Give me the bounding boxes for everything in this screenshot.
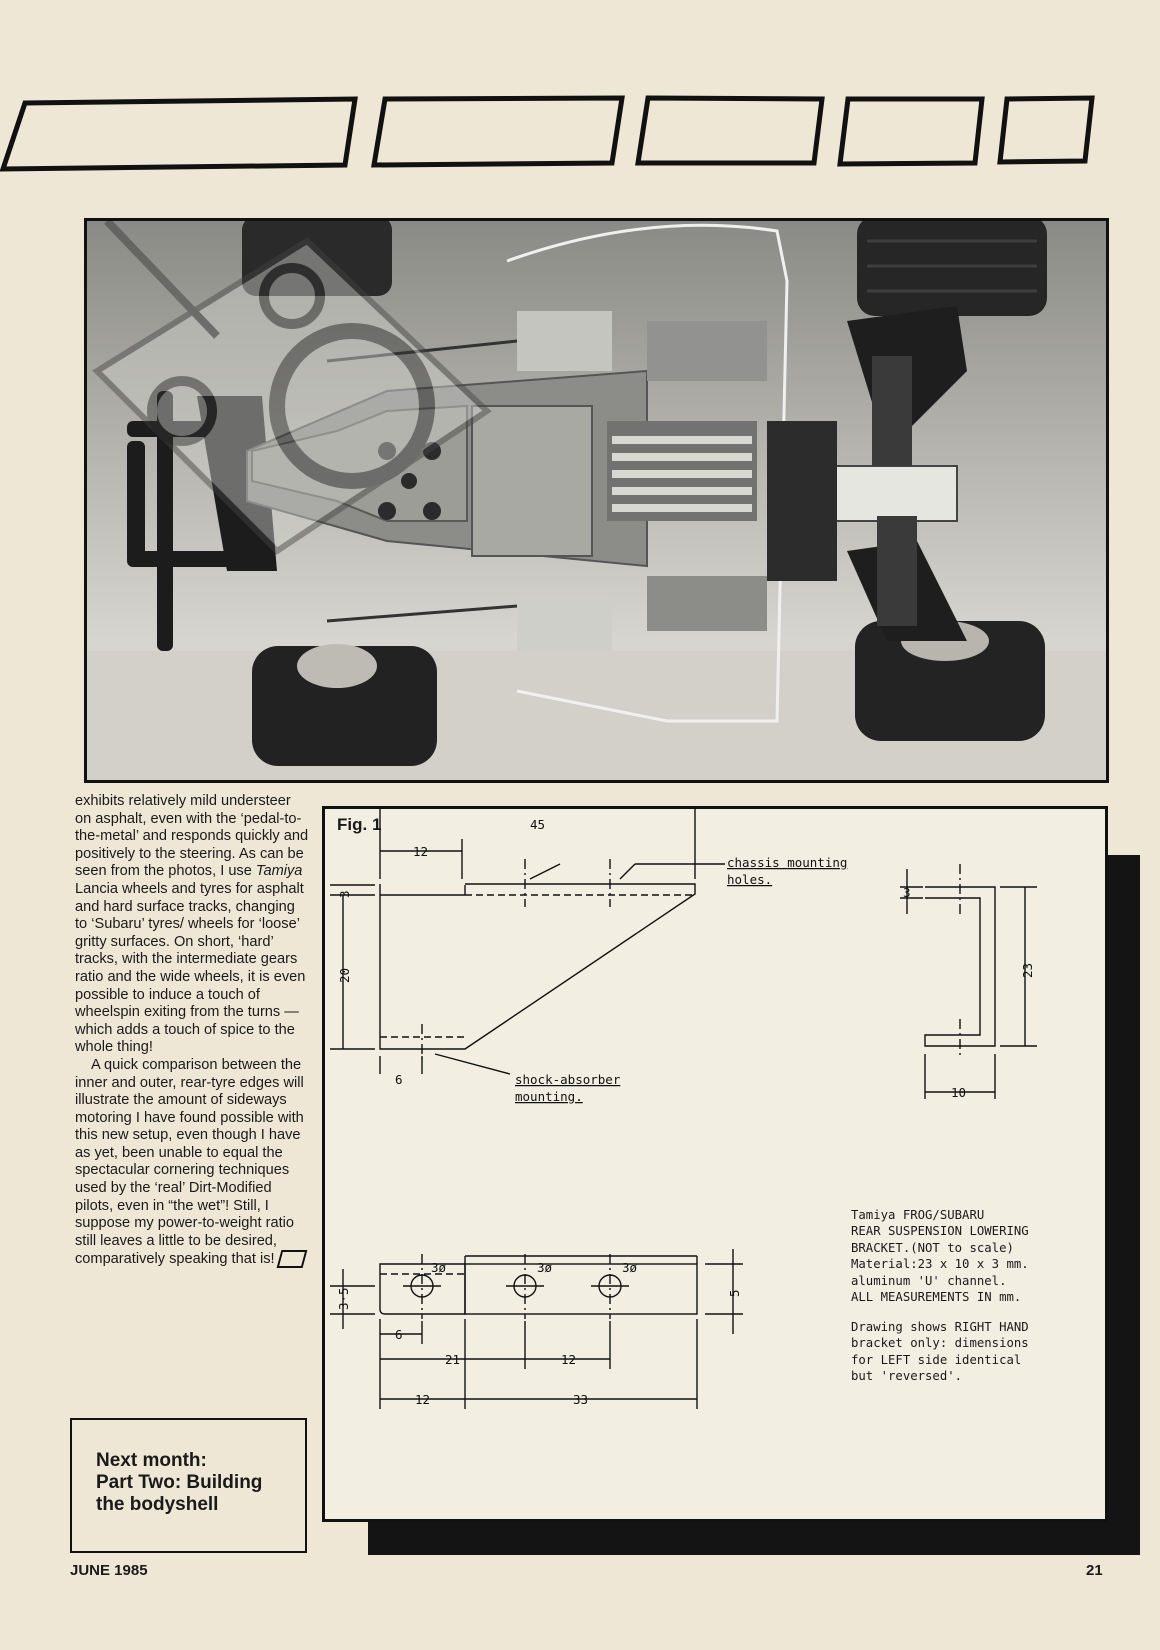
dim-3-right: 3 [903,885,911,900]
dim-21: 21 [445,1352,461,1367]
article-paragraph-1-start: exhibits relatively mild understeer on asphalt, even with the ‘pedal-to-the-metal’ and responds quickly and positively to the steering. As can be seen from the photos, I use [75,793,309,880]
footer-date: JUNE 1985 [70,1562,148,1579]
article-paragraph-2-text: A quick comparison between the inner and outer, rear-tyre edges will illustrate the amount of sideways motoring I have found possible with this new setup, even though I have as yet, been unable to equal the spectacular cornering techniques used by the ‘real’ Dirt-Modified pilots, even in “the wet”! Still, I suppose my power-to-weight ratio still leaves a little to be desired, comparatively speaking that is! [75,1056,304,1268]
dim-6-top: 6 [395,1072,403,1087]
header-box-3 [638,98,822,163]
next-month-line-2: Part Two: Building [96,1472,263,1493]
dim-23: 23 [1020,962,1035,978]
figure-1 [322,806,1108,1522]
figure-note-description: Tamiya FROG/SUBARU REAR SUSPENSION LOWERING BRACKET.(NOT to scale) Material:23 x 10 x 3 mm. aluminum 'U' channel. ALL MEASUREMENTS IN mm. [851,1208,1029,1305]
dim-20: 20 [337,967,352,983]
tyre-top-right [857,221,1047,316]
hole-label-2: 3ø [537,1260,553,1275]
dim-3-left: 3 [337,890,352,898]
dim-12-top: 12 [413,844,429,859]
next-month-box [70,1418,307,1553]
next-month-line-3: the bodyshell [96,1494,219,1515]
watermark-logo [87,221,507,631]
dim-10: 10 [951,1085,967,1100]
header-box-1 [3,99,355,169]
header-box-2 [374,98,622,165]
header-box-4 [840,99,982,164]
header-boxes [0,95,1160,175]
bracket-drawing [325,809,1111,1525]
article-paragraph-1-end: Lancia wheels and tyres for asphalt and hard surface tracks, changing to ‘Subaru’ tyres/ wheels for ‘loose’ gritty surfaces. On short, ‘hard’ tracks, with the intermediate gears ratio and the wide wheels, it is even possible to induce a touch of wheelspin exiting from the turns — which adds a touch of spice to the whole thing! [75,880,306,1056]
header-box-5 [1000,98,1092,162]
end-of-article-mark [276,1250,307,1268]
hole-label-1: 3ø [431,1260,447,1275]
dim-12-mid: 12 [561,1352,577,1367]
article-paragraph-2 [75,1057,310,1269]
dim-6-bottom: 6 [395,1327,403,1342]
label-chassis-holes-1: chassis mounting [727,855,848,870]
dim-33: 33 [573,1392,589,1407]
dim-12-bottom: 12 [415,1392,431,1407]
label-shock-mounting-2: mounting. [515,1089,583,1104]
dim-45: 45 [530,817,546,832]
label-chassis-holes-2: holes. [727,872,773,887]
page-number: 21 [1086,1562,1103,1579]
next-month-line-1: Next month: [96,1450,207,1471]
article-paragraph-1 [75,793,310,1057]
figure-title: Fig. 1 [337,815,382,834]
hole-label-3: 3ø [622,1260,638,1275]
dim-3-5: 3·5 [336,1287,351,1310]
chassis-photo [84,218,1109,783]
article-text [75,793,310,1269]
dim-5: 5 [727,1289,742,1297]
figure-note-orientation: Drawing shows RIGHT HAND bracket only: dimensions for LEFT side identical but 'reversed'. [851,1320,1029,1384]
label-shock-mounting-1: shock-absorber [515,1072,621,1087]
article-italic-brand: Tamiya [255,863,303,880]
